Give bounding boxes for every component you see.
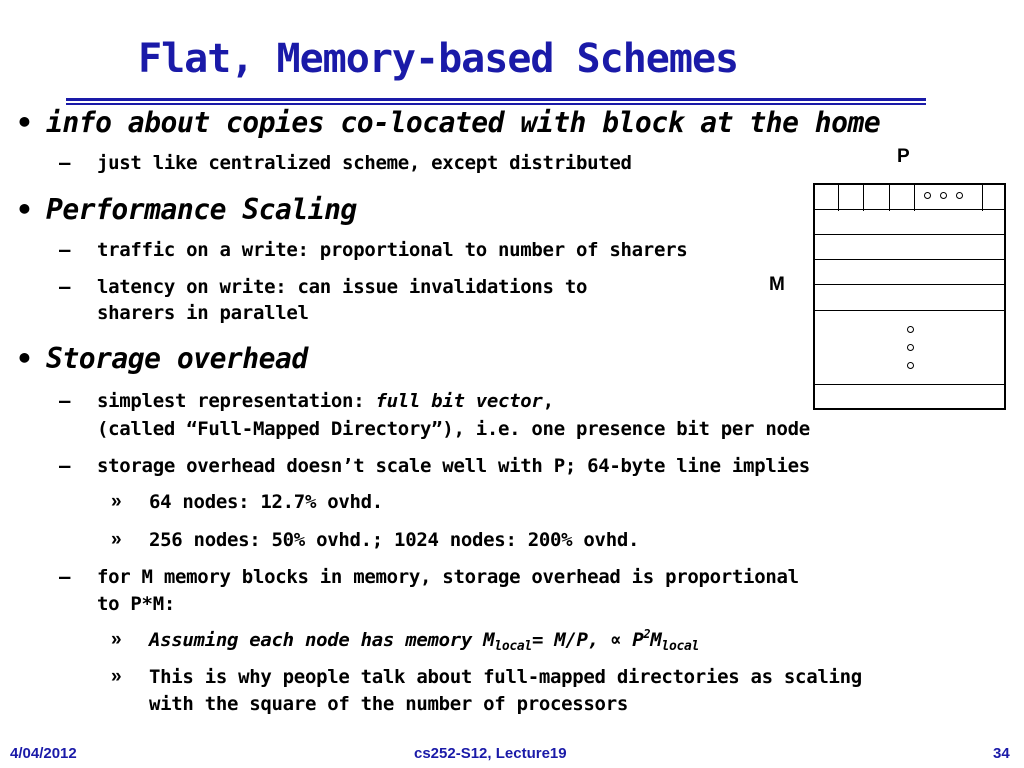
directory-diagram bbox=[813, 183, 1006, 410]
bit-cell-divider bbox=[982, 185, 983, 211]
subbullet-simplest-cont bbox=[97, 418, 810, 440]
subbullet-text: traffic on a write: proportional to number of sharers bbox=[97, 239, 688, 261]
subbullet-latency bbox=[59, 276, 588, 298]
squared-superscript: 2 bbox=[643, 627, 651, 641]
subbullet-text: to P*M: bbox=[97, 593, 175, 615]
full-bit-vector-text: full bit vector bbox=[375, 390, 543, 412]
subbullet-latency-cont bbox=[97, 302, 309, 324]
subsubbullet-assuming bbox=[111, 627, 700, 654]
bit-cell-divider bbox=[838, 185, 839, 211]
footer-page-number: 34 bbox=[993, 745, 1010, 762]
bit-cell-divider bbox=[914, 185, 915, 211]
slide-title: Flat, Memory-based Schemes bbox=[138, 36, 739, 82]
m-text: M bbox=[650, 629, 662, 651]
vertical-ellipsis-dot bbox=[907, 344, 914, 351]
subbullet-text: storage overhead doesn’t scale well with P; 64-byte line implies bbox=[97, 455, 810, 477]
subbullet-text: (called “Full-Mapped Directory”), i.e. one presence bit per node bbox=[97, 418, 810, 440]
bit-cell-divider bbox=[889, 185, 890, 211]
ellipsis-dot bbox=[940, 192, 947, 199]
comma-text: , bbox=[542, 390, 554, 412]
local-subscript: local bbox=[494, 639, 532, 654]
bullet-storage-overhead bbox=[16, 342, 308, 375]
subbullet-traffic bbox=[59, 239, 688, 261]
row-divider bbox=[815, 384, 1004, 385]
bullet-marker: • bbox=[16, 193, 33, 226]
subbullet-m-blocks bbox=[59, 566, 799, 588]
subbullet-centralized bbox=[59, 152, 632, 174]
bullet-marker: • bbox=[16, 106, 33, 139]
subbullet-simplest bbox=[59, 390, 554, 412]
subsubbullet-full-mapped-cont bbox=[149, 693, 628, 715]
bullet-marker: • bbox=[16, 342, 33, 375]
local-subscript-2: local bbox=[661, 639, 700, 654]
chevron-marker: » bbox=[111, 529, 122, 550]
bullet-text: info about copies co-located with block at the home bbox=[46, 106, 881, 139]
subsubbullet-text: 64 nodes: 12.7% ovhd. bbox=[149, 491, 383, 513]
subsubbullet-64-nodes bbox=[111, 491, 383, 513]
title-rule-thin bbox=[66, 103, 926, 105]
subsubbullet-text: This is why people talk about full-mapped directories as scaling bbox=[149, 666, 862, 688]
proportional-symbol: ∝ bbox=[609, 629, 622, 651]
subsubbullet-text: with the square of the number of processors bbox=[149, 693, 628, 715]
title-rule bbox=[66, 98, 926, 101]
dash-marker: – bbox=[59, 239, 71, 261]
chevron-marker: » bbox=[111, 629, 122, 650]
p-text: P bbox=[621, 629, 644, 651]
row-divider bbox=[815, 209, 1004, 210]
vertical-ellipsis-dot bbox=[907, 326, 914, 333]
subbullet-text: latency on write: can issue invalidations to bbox=[97, 276, 588, 298]
ellipsis-dot bbox=[924, 192, 931, 199]
subbullet-text: for M memory blocks in memory, storage overhead is proportional bbox=[97, 566, 799, 588]
ellipsis-dot bbox=[956, 192, 963, 199]
bullet-info-copies bbox=[16, 106, 881, 139]
diagram-label-m: M bbox=[769, 274, 785, 295]
equals-text: = M/P, bbox=[531, 629, 610, 651]
subbullet-text: sharers in parallel bbox=[97, 302, 309, 324]
row-divider bbox=[815, 259, 1004, 260]
subsubbullet-full-mapped bbox=[111, 666, 862, 688]
chevron-marker: » bbox=[111, 666, 122, 687]
chevron-marker: » bbox=[111, 491, 122, 512]
assuming-text: Assuming each node has memory M bbox=[149, 629, 495, 651]
subbullet-text: just like centralized scheme, except distributed bbox=[97, 152, 632, 174]
bullet-text: Performance Scaling bbox=[46, 193, 357, 226]
subsubbullet-256-nodes bbox=[111, 529, 640, 551]
footer-course: cs252-S12, Lecture19 bbox=[414, 745, 567, 762]
dash-marker: – bbox=[59, 276, 71, 298]
row-divider bbox=[815, 310, 1004, 311]
subbullet-m-blocks-cont bbox=[97, 593, 175, 615]
row-divider bbox=[815, 234, 1004, 235]
subsubbullet-text: 256 nodes: 50% ovhd.; 1024 nodes: 200% ovhd. bbox=[149, 529, 640, 551]
footer-date: 4/04/2012 bbox=[10, 745, 77, 762]
dash-marker: – bbox=[59, 455, 71, 477]
bullet-performance-scaling bbox=[16, 193, 357, 226]
vertical-ellipsis-dot bbox=[907, 362, 914, 369]
diagram-label-p: P bbox=[897, 146, 910, 167]
dash-marker: – bbox=[59, 152, 71, 174]
dash-marker: – bbox=[59, 390, 71, 412]
subbullet-text: simplest representation: bbox=[97, 390, 376, 412]
dash-marker: – bbox=[59, 566, 71, 588]
subbullet-storage-scale bbox=[59, 455, 810, 477]
row-divider bbox=[815, 284, 1004, 285]
bit-cell-divider bbox=[863, 185, 864, 211]
bullet-text: Storage overhead bbox=[46, 342, 308, 375]
